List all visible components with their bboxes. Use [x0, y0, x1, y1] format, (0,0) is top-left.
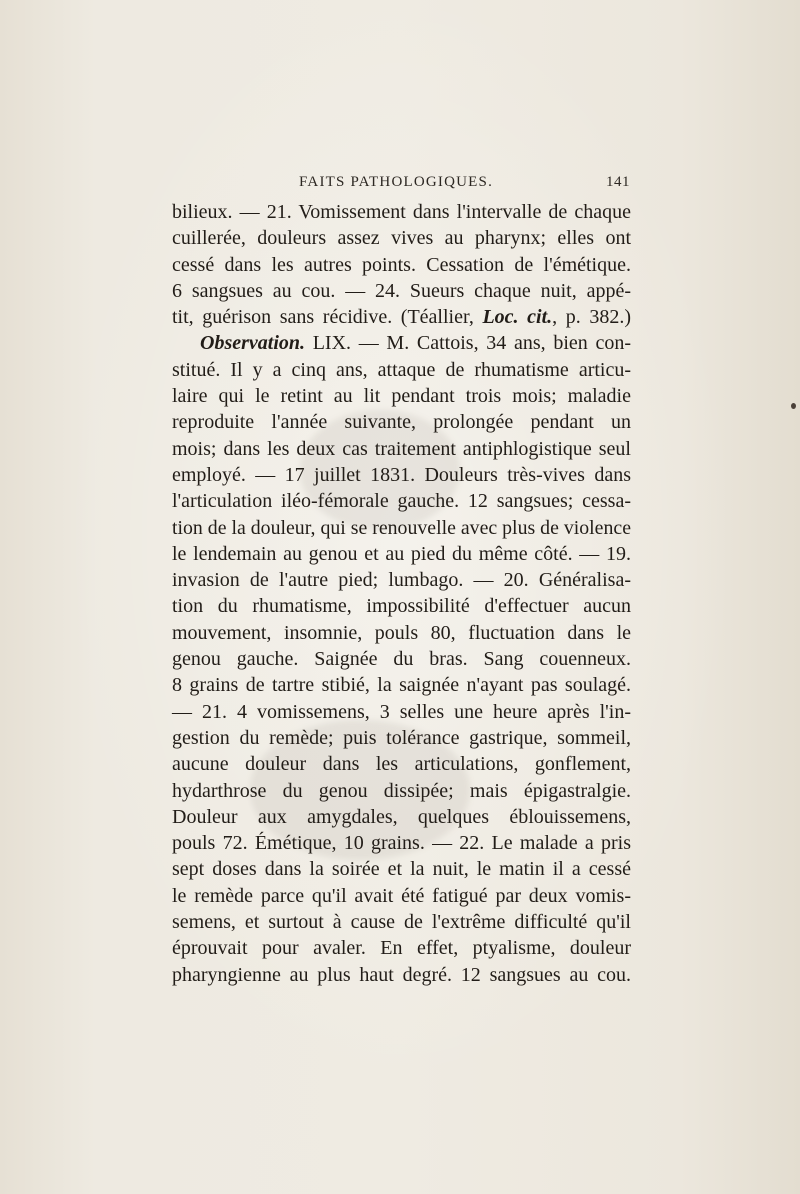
text-line: le lendemain au genou et au pied du même côté. — 19.	[172, 542, 631, 565]
text-line: cuillerée, douleurs assez vives au pharynx; elles ont	[172, 227, 631, 250]
running-head	[175, 174, 630, 198]
text-line: pharyngienne au plus haut degré. 12 sangsues au cou.	[172, 963, 631, 986]
emphasized-text: Observation.	[200, 332, 305, 355]
text-line: éprouvait pour avaler. En effet, ptyalisme, douleur	[172, 937, 631, 960]
text-line: employé. — 17 juillet 1831. Douleurs très-vives dans	[172, 463, 631, 486]
text-line: tit, guérison sans récidive. (Téallier, Loc. cit., p. 382.)	[172, 306, 631, 329]
text-line: stitué. Il y a cinq ans, attaque de rhumatisme articu-	[172, 358, 631, 381]
text-line: sept doses dans la soirée et la nuit, le matin il a cessé	[172, 858, 631, 881]
text-line: gestion du remède; puis tolérance gastrique, sommeil,	[172, 726, 631, 749]
text-line: cessé dans les autres points. Cessation de l'émétique.	[172, 253, 631, 276]
text-line: 6 sangsues au cou. — 24. Sueurs chaque nuit, appé-	[172, 279, 631, 302]
text-line: tion de la douleur, qui se renouvelle avec plus de violence	[172, 516, 631, 539]
text-line: hydarthrose du genou dissipée; mais épigastralgie.	[172, 779, 631, 802]
text-line: 8 grains de tartre stibié, la saignée n'ayant pas soulagé.	[172, 674, 631, 697]
body-text	[172, 199, 631, 988]
text-line: mouvement, insomnie, pouls 80, fluctuation dans le	[172, 621, 631, 644]
text-line: reproduite l'année suivante, prolongée pendant un	[172, 411, 631, 434]
page-number: 141	[606, 174, 630, 190]
text-line: mois; dans les deux cas traitement antiphlogistique seul	[172, 437, 631, 460]
running-head-title: FAITS PATHOLOGIQUES.	[299, 174, 494, 190]
text-line: aucune douleur dans les articulations, gonflement,	[172, 753, 631, 776]
text-line: — 21. 4 vomissemens, 3 selles une heure après l'in-	[172, 700, 631, 723]
text-line: Douleur aux amygdales, quelques éblouissemens,	[172, 805, 631, 828]
text-line: invasion de l'autre pied; lumbago. — 20. Généralisa-	[172, 569, 631, 592]
emphasized-text: Loc. cit.	[482, 306, 553, 329]
text-line: Observation. LIX. — M. Cattois, 34 ans, bien con-	[200, 332, 631, 355]
text-line: genou gauche. Saignée du bras. Sang couenneux.	[172, 648, 631, 671]
text-line: semens, et surtout à cause de l'extrême difficulté qu'il	[172, 911, 631, 934]
text-line: tion du rhumatisme, impossibilité d'effectuer aucun	[172, 595, 631, 618]
text-line: pouls 72. Émétique, 10 grains. — 22. Le malade a pris	[172, 832, 631, 855]
text-line: l'articulation iléo-fémorale gauche. 12 sangsues; cessa-	[172, 490, 631, 513]
text-line: bilieux. — 21. Vomissement dans l'intervalle de chaque	[172, 201, 631, 223]
text-line: laire qui le retint au lit pendant trois mois; maladie	[172, 385, 631, 408]
ink-spot	[791, 403, 796, 409]
text-line: le remède parce qu'il avait été fatigué par deux vomis-	[172, 884, 631, 907]
